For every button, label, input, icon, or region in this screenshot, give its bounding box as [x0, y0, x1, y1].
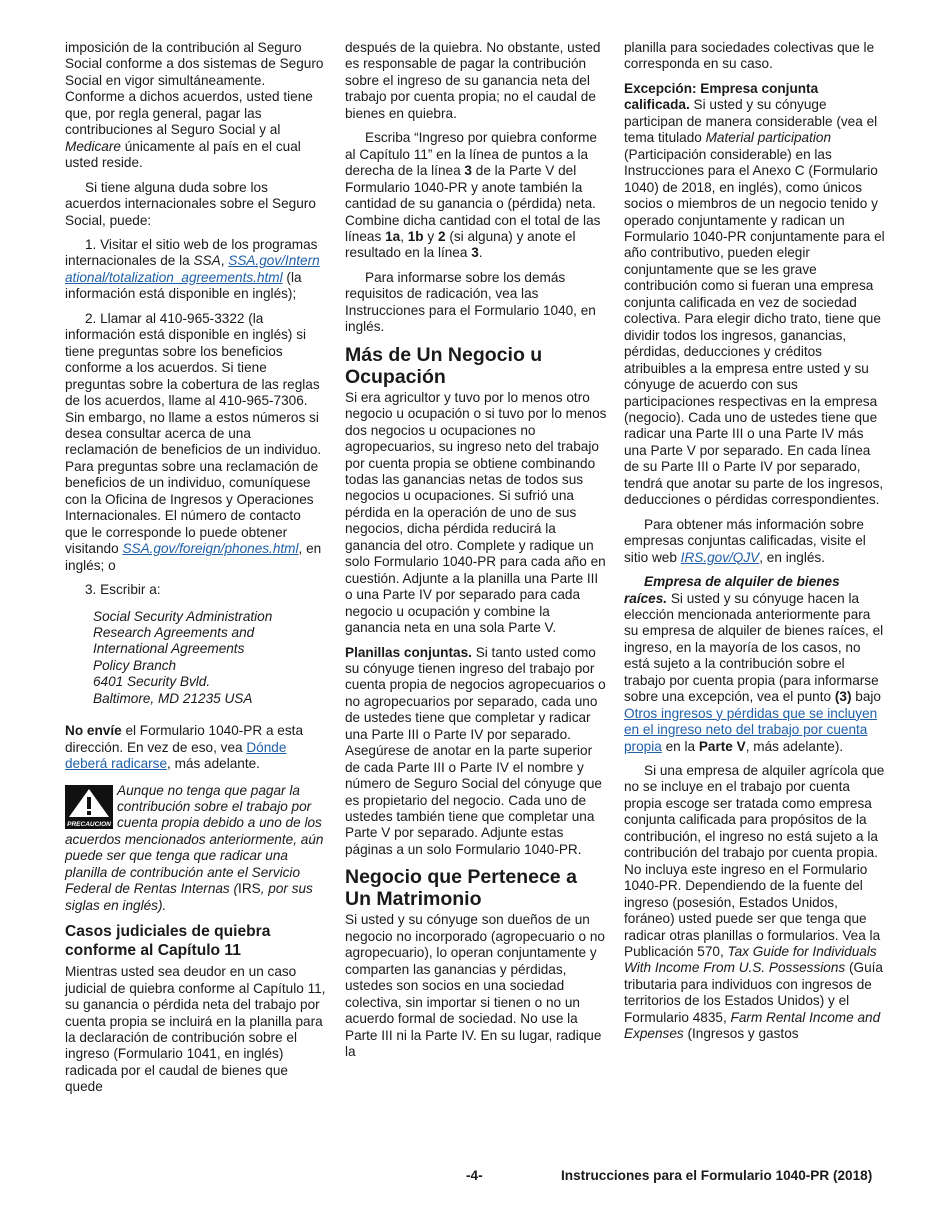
paragraph-doubt: Si tiene alguna duda sobre los acuerdos internacionales sobre el Seguro Social, puede:: [65, 179, 316, 228]
otros-ingresos-link[interactable]: Otros ingresos y pérdidas que se incluyen en el ingreso neto del trabajo por cuenta propia: [624, 705, 878, 754]
ssa-foreign-phones-link[interactable]: SSA.gov/foreign/phones.html: [122, 541, 299, 557]
paragraph-more-than-one-business: Si era agricultor y tuvo por lo menos otro negocio u ocupación o si tuvo por lo menos dos negocios u ocupaciones no agropecuarios, su ingreso neto del trabajo por cuenta propia se obtiene combinando todas las ganancias netas de todos sus negocios u ocupaciones. Si sufrió una pérdida en la operación de uno de sus negocios, dicha pérdida reducirá la ganancia del otro. Complete y radique un solo Formulario 1040-PR para cada año en cuestión. Adjunte a la planilla una Parte III o una Parte IV por separado para cada negocio u ocupación y combine la ganancia neta en una sola Parte V.: [345, 389, 607, 636]
heading-more-than-one-business: Más de Un Negocio u Ocupación: [345, 343, 543, 388]
list-item-2: 2. Llamar al 410-965-3322 (la información está disponible en inglés) si tiene preguntas sobre los beneficios conforme a los acuerdos. Si tiene preguntas sobre la cobertura de las reglas de los acuerdos, llame al 410-965-7306. Sin embargo, no llame a estos números si desea consultar acerca de una reclamación de beneficios de un individuo. Para preguntas sobre una reclamación de beneficios de un individuo, comuníquese con la Oficina de Ingresos y Operaciones Internacionales. El número de contacto que le corresponde lo puede obtener visitando SSA.gov/foreign/phones.html, en inglés; o: [65, 310, 322, 573]
paragraph-partnership-return: planilla para sociedades colectivas que le corresponda en su caso.: [624, 40, 875, 72]
paragraph-no-envie: No envíe el Formulario 1040-PR a esta dirección. En vez de eso, vea Dónde deberá radicarse, más adelante.: [65, 723, 304, 772]
paragraph-bankruptcy-cont: después de la quiebra. No obstante, usted es responsable de pagar la contribución sobre el ingreso de su ganancia neta del trabajo por cuenta propia; no el caudal de bienes en quiebra.: [345, 40, 601, 121]
paragraph-qjv-info: Para obtener más información sobre empresas conjuntas calificadas, visite el sitio web IRS.gov/QJV, en inglés.: [624, 516, 866, 565]
paragraph-real-estate-rental: Empresa de alquiler de bienes raíces. Si usted y su cónyuge hacen la elección mencionada anteriormente para su empresa de alquiler de bienes raíces, el ingreso, en la mayoría de los casos, no está sujeto a la contribución sobre el trabajo por cuenta propia (para informarse sobre una excepción, vea el punto (3) bajo Otros ingresos y pérdidas que se incluyen en el ingreso neto del trabajo por cuenta propia en la Parte V, más adelante).: [624, 574, 884, 754]
heading-married-business: Negocio que Pertenece a Un Matrimonio: [345, 866, 577, 911]
caution-note: PRECAUCION Aunque no tenga que pagar la contribución sobre el trabajo por cuenta propia debido a uno de los acuerdos mencionados anteriormente, aún puede ser que tenga que radicar una planilla de contribución ante el Servicio Federal de Rentas Internas (IRS, por sus siglas en inglés).: [65, 782, 324, 913]
paragraph-married-business: Si usted y su cónyuge son dueños de un negocio no incorporado (agropecuario o no agropecuario), lo operan conjuntamente y comparten las ganancias y pérdidas, ustedes son socios en una sociedad colectiva, sin importar si tienen o no un acuerdo formal de sociedad. No use la Parte III ni la Parte IV. En su lugar, radique la: [345, 912, 605, 1060]
column-2: [345, 40, 607, 1068]
paragraph-qualified-joint-venture: Excepción: Empresa conjunta calificada. Si usted y su cónyuge participan de manera considerable (vea el tema titulado Material participation (Participación considerable) en las Instrucciones para el Anexo C (Formulario 1040) de 2018, en inglés), como únicos socios o miembros de un negocio tenido y operado conjuntamente y radican un Formulario 1040-PR conjuntamente para el año contributivo, pueden elegir conjuntamente que se les grave contribución como si fueran una empresa conjunta calificada en vez de sociedad colectiva. Para elegir dicho trato, tiene que dividir todos los ingresos, ganancias, pérdidas, deducciones y créditos atribuibles a la empresa entre usted y su cónyuge de acuerdo con sus participaciones respectivas en la empresa (negocio). Cada uno de ustedes tiene que radicar una Parte III o una Parte IV más una Parte V por separado. En cada línea de su Parte III o Parte IV por separado, tendrá que anotar su parte de los ingresos, deducciones o pérdidas correspondientes.: [624, 80, 885, 508]
list-item-3: 3. Escribir a:: [85, 582, 161, 598]
irs-qjv-link[interactable]: IRS.gov/QJV: [680, 549, 760, 565]
paragraph-other-requirements: Para informarse sobre los demás requisitos de radicación, vea las Instrucciones para el Formulario 1040, en inglés.: [345, 269, 596, 335]
paragraph-tax-agreements: imposición de la contribución al Seguro Social conforme a dos sistemas de Seguro Social en vigor simultáneamente. Conforme a dichos acuerdos, usted tiene que, por regla general, pagar las contribuciones al Seguro Social y al Medicare únicamente al país en el cual usted reside.: [65, 40, 324, 171]
caution-warning-icon: [65, 785, 113, 829]
paragraph-joint-returns: Planillas conjuntas. Si tanto usted como su cónyuge tienen ingreso del trabajo por cuenta propia de negocios agropecuarios o no agropecuarios por separado, cada uno de ustedes tiene que completar y radicar una Parte III o Parte IV por separado. Asegúrese de anotar en la parte superior de cada Parte III o Parte IV el nombre y número de Seguro Social del cónyuge que es propietario del negocio. Cada uno de ustedes también tiene que completar una Parte V por separado. Adjunte estas páginas a un solo Formulario 1040-PR.: [345, 644, 606, 857]
paragraph-bankruptcy: Mientras usted sea deudor en un caso judicial de quiebra conforme al Capítulo 11, su ganancia o pérdida neta del trabajo por cuenta propia se incluirá en la planilla para la declaración de contribución sobre el ingreso (Formulario 1041, en inglés) radicada por el caudal de bienes que quede: [65, 964, 326, 1095]
svg-text:PRECAUCION: PRECAUCION: [67, 820, 111, 828]
list-item-1: 1. Visitar el sitio web de los programas internacionales de la SSA, SSA.gov/International/totalization_agreements.html (la información está disponible en inglés);: [65, 236, 320, 302]
heading-bankruptcy: Casos judiciales de quiebra conforme al Capítulo 11: [65, 923, 271, 960]
donde-radicarse-link[interactable]: Dónde deberá radicarse: [65, 739, 287, 772]
footer-title: Instrucciones para el Formulario 1040-PR (2018): [561, 1168, 873, 1183]
column-1: [65, 40, 327, 1104]
page-number: -4-: [466, 1168, 483, 1183]
column-3: [624, 40, 886, 1051]
mailing-address: Social Security Administration Research Agreements and International Agreements Policy Branch 6401 Security Bvld. Baltimore, MD 21235 USA: [93, 608, 273, 706]
ssa-totalization-link[interactable]: SSA.gov/International/totalization_agreements.html: [65, 253, 320, 285]
paragraph-write-income: Escriba “Ingreso por quiebra conforme al Capítulo 11” en la línea de puntos a la derecha de la línea 3 de la Parte V del Formulario 1040-PR y anote también la cantidad de su ganancia o (pérdida) neta. Combine dicha cantidad con el total de las líneas 1a, 1b y 2 (si alguna) y anote el resultado en la línea 3.: [345, 130, 601, 261]
paragraph-farm-rental: Si una empresa de alquiler agrícola que no se incluye en el trabajo por cuenta propia escoge ser tratada como empresa conjunta calificada para propósitos de la contribución, el ingreso no está sujeto a la contribución del trabajo por cuenta propia. No incluya este ingreso en el Formulario 1040-PR. Dependiendo de la fuente del ingreso (posesión, Estados Unidos, foráneo) usted puede ser que tenga que radicar otras planillas o formularios. Vea la Publicación 570, Tax Guide for Individuals With Income From U.S. Possessions (Guía tributaria para individuos con ingresos de territorios de los Estados Unidos) y el Formulario 4835, Farm Rental Income and Expenses (Ingresos y gastos: [624, 763, 885, 1042]
